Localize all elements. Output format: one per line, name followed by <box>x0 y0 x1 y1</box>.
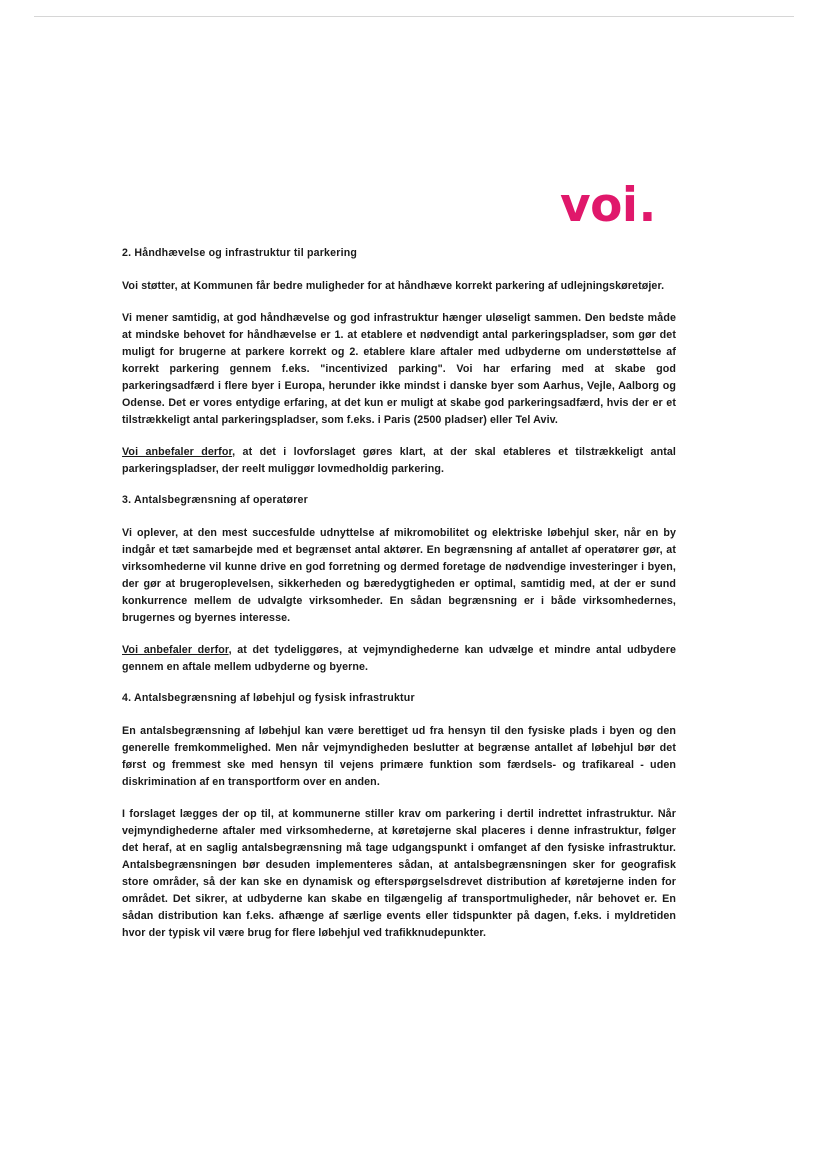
recommendation-lead: Voi anbefaler derfor <box>122 644 229 656</box>
section-heading-scooter-limit: 4. Antalsbegrænsning af løbehjul og fysisk infrastruktur <box>122 692 415 704</box>
section-heading-enforcement: 2. Håndhævelse og infrastruktur til parkering <box>122 247 358 259</box>
paragraph: En antalsbegrænsning af løbehjul kan være berettiget ud fra hensyn til den fysiske plads i byen og den generelle fremkommelighed. Men når vejmyndigheden beslutter at begrænse antallet af løbehjul bør det først og fremmest ske med hensyn til vejens primære funktion som færdsels- og trafikareal - uden diskrimination af en transportform over en anden. <box>122 725 676 788</box>
recommendation-paragraph <box>122 444 676 478</box>
paragraph: Vi oplever, at den mest succesfulde udnyttelse af mikromobilitet og elektriske løbehjul sker, når en by indgår et tæt samarbejde med et begrænset antal aktører. En begrænsning af antallet af operatører gør, at virksomhederne vil kunne drive en god forretning og dermed foretage de nødvendige investeringer i byen, der gør at brugeroplevelsen, sikkerheden og bæredygtigheden er optimal, samtidig med, at der er sund konkurrence mellem de udvalgte virksomheder. En sådan begrænsning er i både virksomhedernes, brugernes og byernes interesse. <box>122 527 676 624</box>
logo-wordmark: voi <box>560 178 638 233</box>
paragraph: I forslaget lægges der op til, at kommunerne stiller krav om parkering i dertil indrettet infrastruktur. Når vejmyndighederne aftaler med virksomhederne, at køretøjerne skal placeres i denne infrastruktur, følger det heraf, at en saglig antalsbegrænsning må tage udgangspunkt i omfanget af den fysiske infrastruktur. Antalsbegrænsningen bør desuden implementeres sådan, at antalsbegrænsningen sker for geografisk store områder, så der kan ske en dynamisk og efterspørgselsdrevet distribution af køretøjerne inden for området. Det sikrer, at udbyderne kan skabe en tilgængelig af transportmuligheder, når behovet er. En sådan distribution kan f.eks. afhænge af særlige events eller tidspunkter på dagen, f.eks. i myldretiden hvor der typisk vil være brug for flere løbehjul ved trafikknudepunkter. <box>122 808 676 939</box>
recommendation-text: , at det tydeliggøres, at vejmyndighederne kan udvælge et mindre antal udbydere gennem en aftale mellem udbyderne og byerne. <box>122 644 677 673</box>
paragraph: Vi mener samtidig, at god håndhævelse og god infrastruktur hænger uløseligt sammen. Den bedste måde at mindske behovet for håndhævelse er 1. at etablere et nødvendigt antal parkeringspladser, som gør det muligt for brugerne at parkere korrekt og 2. etablere klare aftaler med udbyderne om understøttelse af korrekt parkering gennem f.eks. "incentivized parking". Voi har erfaring med at skabe god parkeringsadfærd i flere byer i Europa, herunder ikke mindst i danske byer som Aarhus, Vejle, Aalborg og Odense. Det er vores entydige erfaring, at det kun er muligt at skabe god parkeringsadfærd, hvis der er et tilstrækkeligt antal parkeringspladser, som f.eks. i Paris (2500 pladser) eller Tel Aviv. <box>122 312 676 426</box>
logo-dot: . <box>638 178 656 233</box>
recommendation-text: , at det i lovforslaget gøres klart, at der skal etableres et tilstrækkeligt antal parkeringspladser, der reelt muliggør lovmedholdig parkering. <box>122 446 676 475</box>
letter-body <box>122 246 676 957</box>
section-heading-operator-limit: 3. Antalsbegrænsning af operatører <box>122 494 308 506</box>
page-top-rule <box>34 16 794 17</box>
voi-logo <box>560 176 656 236</box>
recommendation-paragraph <box>122 642 676 676</box>
recommendation-lead: Voi anbefaler derfor <box>122 446 233 458</box>
paragraph: Voi støtter, at Kommunen får bedre muligheder for at håndhæve korrekt parkering af udlejningskøretøjer. <box>122 280 665 292</box>
